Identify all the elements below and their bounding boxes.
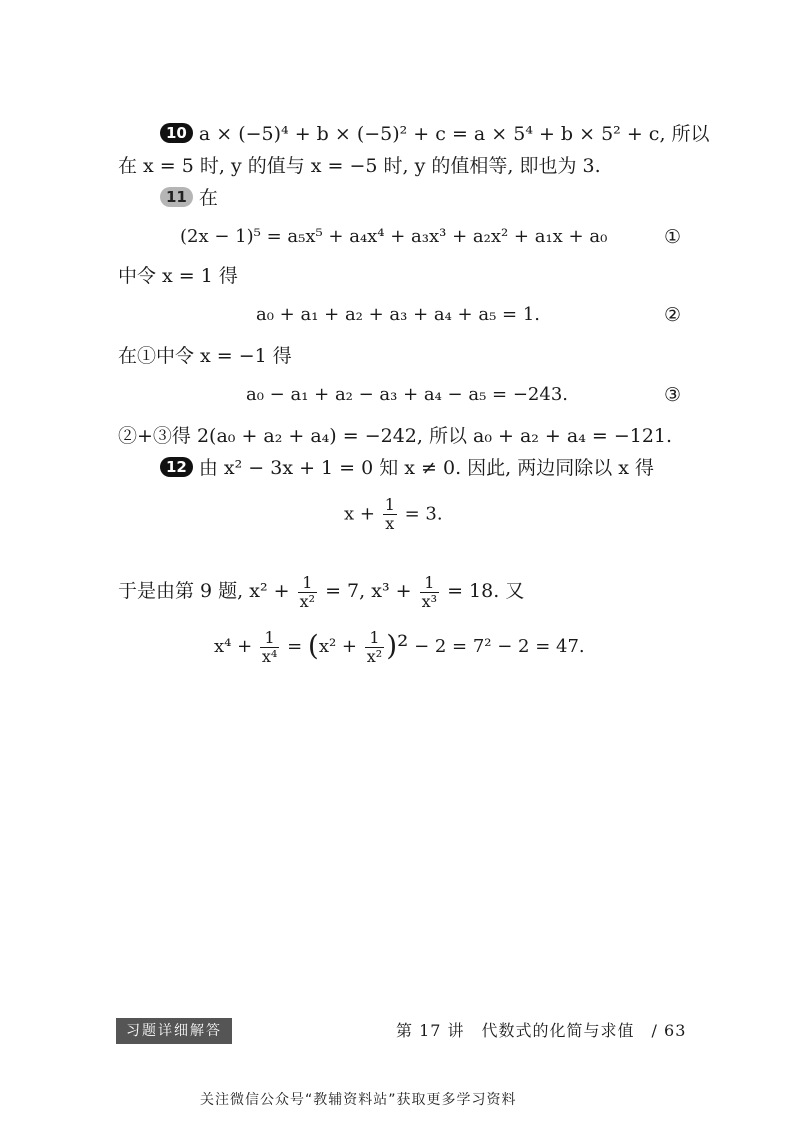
fraction-denominator: x² [299,591,316,611]
chapter-page-label: 第 17 讲 代数式的化简与求值 / 63 [396,1021,687,1040]
fraction-1-over-x2 [298,574,317,611]
open-paren: ( [307,629,319,662]
problem-12-line1 [160,454,654,482]
term-a: x² + [249,580,290,602]
fraction-1-over-x2-inner [365,629,384,666]
equation-number-1: ① [664,226,682,248]
eq2-inner: x² + [318,636,358,657]
problem-12-equation-1 [344,496,443,533]
problem-10-text: a × (−5)⁴ + b × (−5)² + c = a × 5⁴ + b × 5² + c, 所以 [198,123,710,145]
problem-11-conclusion: ②+③得 2(a₀ + a₂ + a₄) = −242, 所以 a₀ + a₂ + a₄ = −121. [118,425,673,447]
close-paren-squared: )² [386,629,409,662]
fraction-numerator: 1 [365,629,384,648]
fraction-numerator: 1 [260,629,279,648]
term-b-right: = 18. [447,580,500,602]
eq1-right: = 3. [404,503,443,525]
problem-10-line1 [160,120,710,148]
section-label-badge: 习题详细解答 [116,1018,232,1044]
fraction-denominator: x⁴ [261,646,278,666]
eq1-left: x + [344,503,375,525]
problem-12-text-line [118,570,524,612]
problem-10-badge: 10 [160,123,193,143]
fraction-numerator: 1 [420,574,439,593]
fraction-1-over-x3 [420,574,439,611]
fraction-1-over-x4 [260,629,279,666]
fraction-numerator: 1 [298,574,317,593]
problem-12-equation-2 [214,624,585,669]
problem-12-badge: 12 [160,457,193,477]
eq2-equals: = [287,636,303,657]
fraction-denominator: x³ [421,591,438,611]
fraction-denominator: x [385,514,395,533]
eq2-left: x⁴ + [214,636,253,657]
problem-12-text: 由 x² − 3x + 1 = 0 知 x ≠ 0. 因此, 两边同除以 x 得 [198,457,655,479]
footer-note: 关注微信公众号“教辅资料站”获取更多学习资料 [200,1092,517,1108]
term-b: x³ + [371,580,412,602]
problem-11-intro: 在 [198,187,218,209]
problem-11-equation-1: (2x − 1)⁵ = a₅x⁵ + a₄x⁴ + a₃x³ + a₂x² + a₁x + a₀ [180,226,608,247]
text-prefix: 于是由第 9 题, [118,580,244,602]
eq2-right: − 2 = 7² − 2 = 47. [414,636,585,657]
fraction-1-over-x [383,496,397,533]
problem-11-text-2: 在①中令 x = −1 得 [118,345,292,367]
fraction-numerator: 1 [384,495,395,514]
problem-11-badge: 11 [160,187,193,207]
problem-11-intro-line [160,184,218,212]
equation-number-2: ② [664,304,682,326]
problem-10-line2: 在 x = 5 时, y 的值与 x = −5 时, y 的值相等, 即也为 3. [118,155,601,177]
problem-11-text-1: 中令 x = 1 得 [118,265,238,287]
text-suffix: 又 [505,580,525,602]
fraction-denominator: x² [366,646,383,666]
term-a-right: = 7, [325,580,366,602]
equation-number-3: ③ [664,384,682,406]
problem-11-equation-2: a₀ + a₁ + a₂ + a₃ + a₄ + a₅ = 1. [256,304,541,325]
problem-11-equation-3: a₀ − a₁ + a₂ − a₃ + a₄ − a₅ = −243. [246,384,568,405]
